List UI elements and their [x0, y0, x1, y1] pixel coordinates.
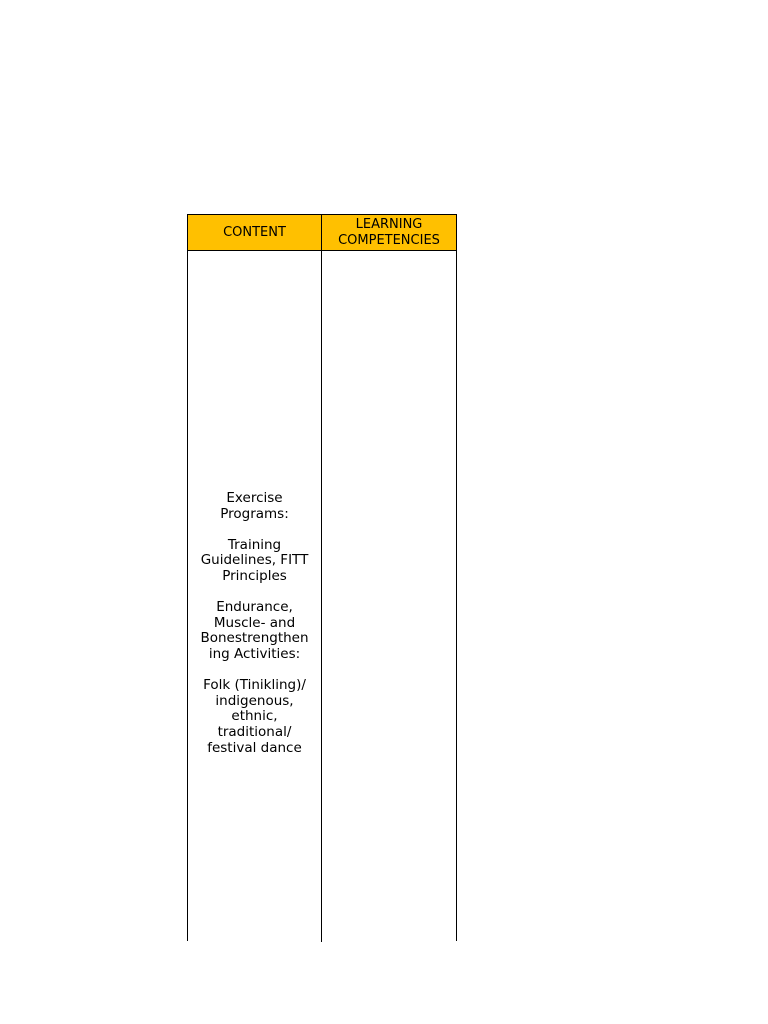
- header-content: [188, 215, 322, 250]
- header-content-label: CONTENT: [223, 224, 286, 240]
- content-item-training-guidelines: Training Guidelines, FITT Principles: [200, 536, 309, 584]
- content-cell: [188, 251, 322, 942]
- header-learning-competencies: [322, 215, 456, 250]
- content-item-exercise-programs: Exercise Programs:: [220, 490, 289, 522]
- header-learning-competencies-label: LEARNING COMPETENCIES: [338, 216, 440, 248]
- curriculum-table: [187, 214, 457, 941]
- table-header-row: [188, 215, 456, 251]
- content-item-folk-dance: Folk (Tinikling)/ indigenous, ethnic, traditional/ festival dance: [203, 677, 306, 756]
- content-cell-text: [188, 491, 321, 756]
- content-item-endurance-activities: Endurance, Muscle- and Bonestrengthen ing Activities:: [200, 599, 309, 662]
- learning-competencies-cell: [322, 251, 456, 942]
- table-row: [188, 251, 456, 942]
